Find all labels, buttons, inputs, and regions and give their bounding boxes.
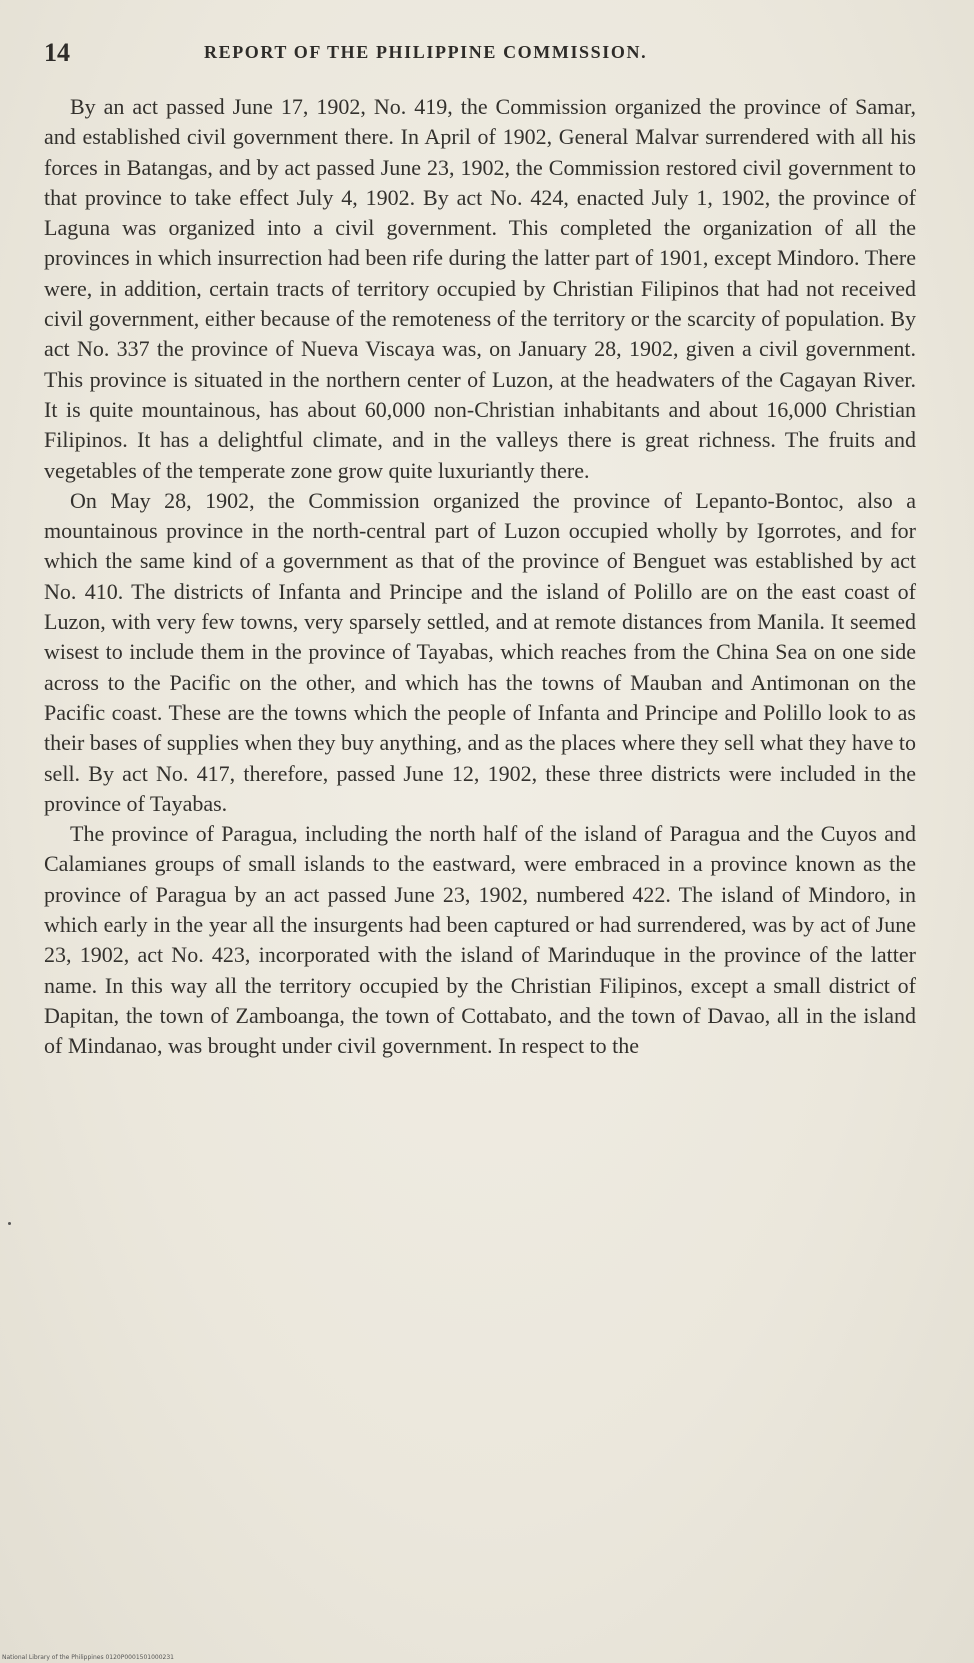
- running-head: REPORT OF THE PHILIPPINE COMMISSION.: [204, 42, 648, 62]
- page-number: 14: [44, 38, 70, 67]
- margin-mark: [8, 1222, 11, 1225]
- paragraph-1: By an act passed June 17, 1902, No. 419, the Commission organized the province of Samar, and established civil government there. In April of 1902, General Malvar surrendered with all his forces in Batangas, and by act passed June 23, 1902, the Commission restored civil government to that province to take effect July 4, 1902. By act No. 424, enacted July 1, 1902, the province of Laguna was organized into a civil government. This completed the organization of all the provinces in which insurrection had been rife during the latter part of 1901, except Mindoro. There were, in addition, certain tracts of territory occupied by Christian Filipinos that had not received civil government, either because of the remoteness of the territory or the scarcity of population. By act No. 337 the province of Nueva Viscaya was, on January 28, 1902, given a civil government. This province is situated in the northern center of Luzon, at the headwaters of the Cagayan River. It is quite mountainous, has about 60,000 non-Christian inhabitants and about 16,000 Christian Filipinos. It has a delightful climate, and in the valleys there is great richness. The fruits and vegetables of the temperate zone grow quite luxuriantly there.: [44, 94, 916, 483]
- body-text: [44, 92, 916, 1062]
- paragraph-2: On May 28, 1902, the Commission organized the province of Lepanto-Bontoc, also a mountainous province in the north-central part of Luzon occupied wholly by Igorrotes, and for which the same kind of a government as that of the province of Benguet was established by act No. 410. The districts of Infanta and Principe and the island of Polillo are on the east coast of Luzon, with very few towns, very sparsely settled, and at remote distances from Manila. It seemed wisest to include them in the province of Tayabas, which reaches from the China Sea on one side across to the Pacific on the other, and which has the towns of Mauban and Antimonan on the Pacific coast. These are the towns which the people of Infanta and Principe and Polillo look to as their bases of supplies when they buy anything, and as the places where they sell what they have to sell. By act No. 417, therefore, passed June 12, 1902, these three districts were included in the province of Tayabas.: [44, 487, 916, 816]
- scan-footer: National Library of the Philippines 0120P0001501000231: [2, 1654, 174, 1661]
- paragraph-3: The province of Paragua, including the north half of the island of Paragua and the Cuyos and Calamianes groups of small islands to the eastward, were embraced in a province known as the province of Paragua by an act passed June 23, 1902, numbered 422. The island of Mindoro, in which early in the year all the insurgents had been captured or had surrendered, was by act of June 23, 1902, act No. 423, incorporated with the island of Marinduque in the province of the latter name. In this way all the territory occupied by the Christian Filipinos, except a small district of Dapitan, the town of Zamboanga, the town of Cottabato, and the town of Davao, all in the island of Mindanao, was brought under civil government. In respect to the: [44, 821, 916, 1059]
- page-header: [44, 38, 904, 78]
